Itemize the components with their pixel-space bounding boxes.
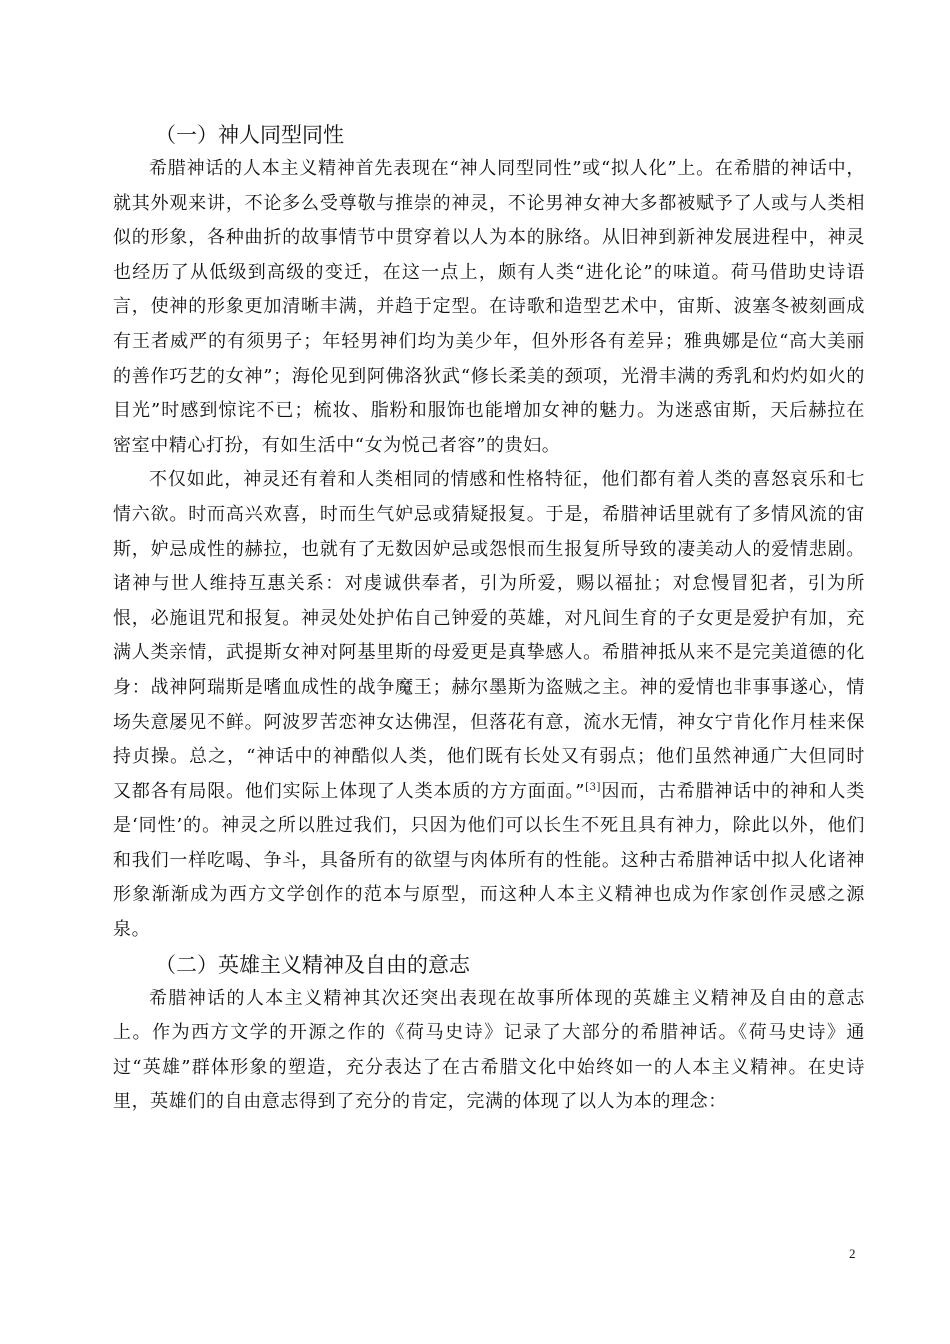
paragraph-2-text-a: 不仅如此，神灵还有着和人类相同的情感和性格特征，他们都有着人类的喜怒哀乐和七情六欲。时而高兴欢喜，时而生气妒忌或猜疑报复。于是，希腊神话里就有了多情风流的宙斯，妒忌成性的赫拉，也就有了无数因妒忌或怨恨而生报复所导致的凄美动人的爱情悲剧。诸神与世人维持互惠关系：对虔诚供奉者，引为所爱，赐以福扯；对怠慢冒犯者，引为所恨，必施诅咒和报复。神灵处处护佑自己钟爱的英雄，对凡间生育的子女更是爱护有加，充满人类亲情，武提斯女神对阿基里斯的母爱更是真挚感人。希腊神抵从来不是完美道德的化身：战神阿瑞斯是嗜血成性的战争魔王；赫尔墨斯为盗贼之主。神的爱情也非事事遂心，情场失意屡见不鲜。阿波罗苦恋神女达佛涅，但落花有意，流水无情，神女宁肯化作月桂来保持贞操。总之，“神话中的神酷似人类，他们既有长处又有弱点；他们虽然神通广大但同时又都各有局限。他们实际上体现了人类本质的方方面面。” [113,469,865,802]
paragraph-3: 希腊神话的人本主义精神其次还突出表现在故事所体现的英雄主义精神及自由的意志上。作为西方文学的开源之作的《荷马史诗》记录了大部分的希腊神话。《荷马史诗》通过“英雄”群体形象的塑造，充分表达了在古希腊文化中始终如一的人本主义精神。在史诗里，英雄们的自由意志得到了充分的肯定，完满的体现了以人为本的理念： [113,987,865,1113]
document-page [113,118,865,1120]
page-number: 2 [849,1246,856,1261]
paragraph-1: 希腊神话的人本主义精神首先表现在“神人同型同性”或“拟人化”上。在希腊的神话中，就其外观来讲，不论多么受尊敬与推崇的神灵，不论男神女神大多都被赋予了人或与人类相似的形象，各种曲折的故事情节中贯穿着以人为本的脉络。从旧神到新神发展进程中，神灵也经历了从低级到高级的变迁，在这一点上，颇有人类“进化论”的味道。荷马借助史诗语言，使神的形象更加清晰丰满，并趋于定型。在诗歌和造型艺术中，宙斯、波塞冬被刻画成有王者威严的有须男子；年轻男神们均为美少年，但外形各有差异；雅典娜是位“高大美丽的善作巧艺的女神”；海伦见到阿佛洛狄武“修长柔美的颈项，光滑丰满的秀乳和灼灼如火的目光”时感到惊诧不已；梳妆、脂粉和服饰也能增加女神的魅力。为迷惑宙斯，天后赫拉在密室中精心打扮，有如生活中“女为悦己者容”的贵妇。 [113,158,865,456]
citation-ref[interactable]: [3] [585,781,602,793]
section-heading-1: （一）神人同型同性 [155,123,344,147]
paragraph-2-text-b: 因而，古希腊神话中的神和人类是‘同性’的。神灵之所以胜过我们，只因为他们可以长生不死且具有神力，除此以外，他们和我们一样吃喝、争斗，具备所有的欲望与肉体所有的性能。这种古希腊神话中拟人化诸神形象渐渐成为西方文学创作的范本与原型，而这种人本主义精神也成为作家创作灵感之源泉。 [113,780,865,941]
paragraph-2 [113,463,865,947]
section-heading-2: （二）英雄主义精神及自由的意志 [155,952,470,977]
